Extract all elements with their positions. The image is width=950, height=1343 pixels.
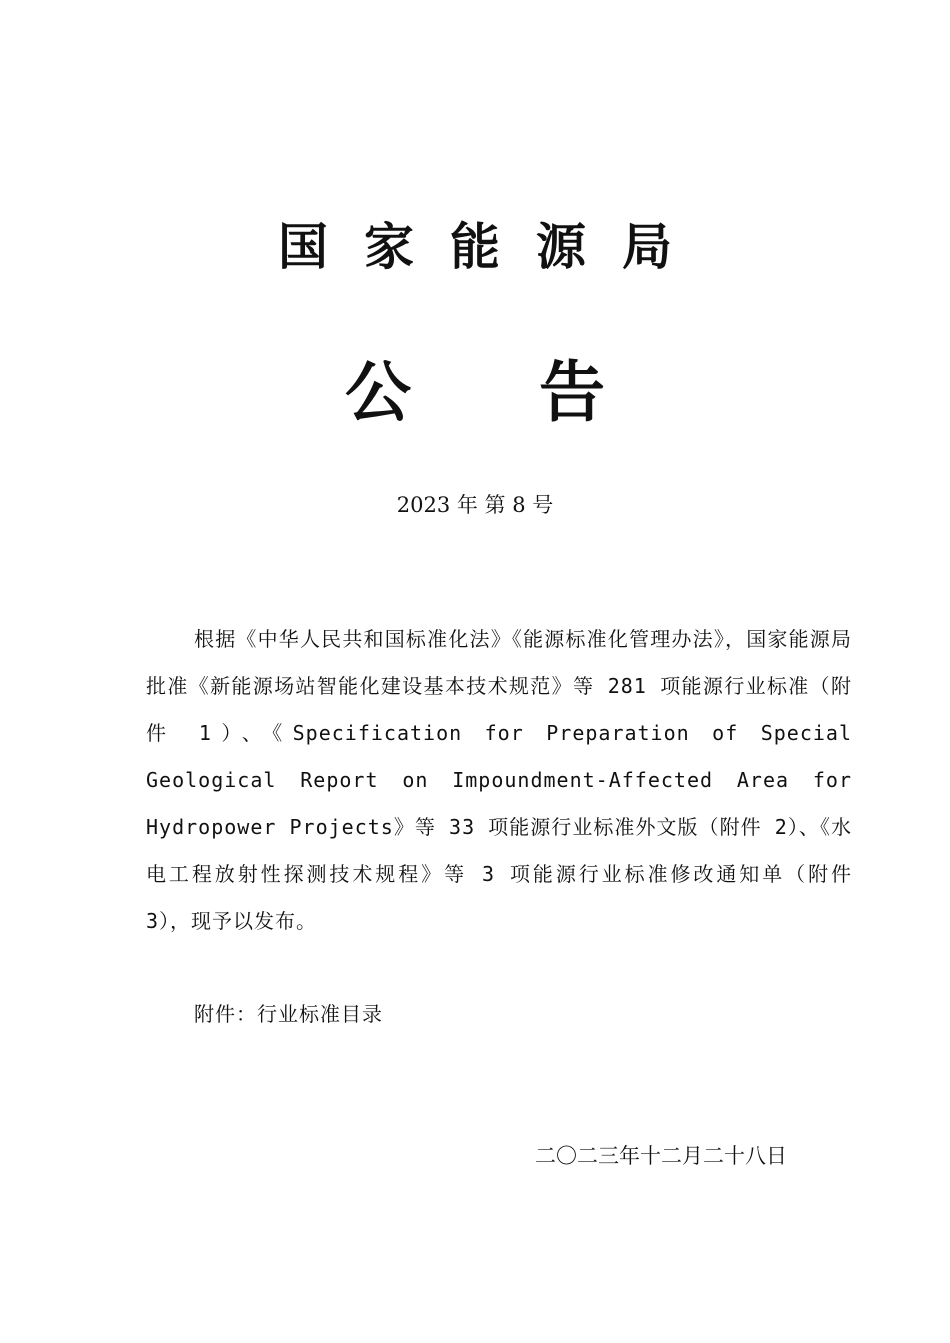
attachment-line: 附件：行业标准目录 [194,1002,383,1026]
issue-date: 二〇二三年十二月二十八日 [535,1144,787,1168]
document-number: 2023 年 第 8 号 [396,493,554,517]
announcement-body: 根据《中华人民共和国标准化法》《能源标准化管理办法》，国家能源局批准《新能源场站智能化建设基本技术规范》等 281 项能源行业标准（附件 1）、《Specification for Preparation of Special Geological Report on Impoundment-Affected Area for Hydropower Projects》等 33 项能源行业标准外文版（附件 2）、《水电工程放射性探测技术规程》等 3 项能源行业标准修改通知单（附件 3），现予以发布。 [146,627,852,933]
document-type-heading: 公告 [345,353,733,431]
issuer-title: 国家能源局 [278,217,708,276]
